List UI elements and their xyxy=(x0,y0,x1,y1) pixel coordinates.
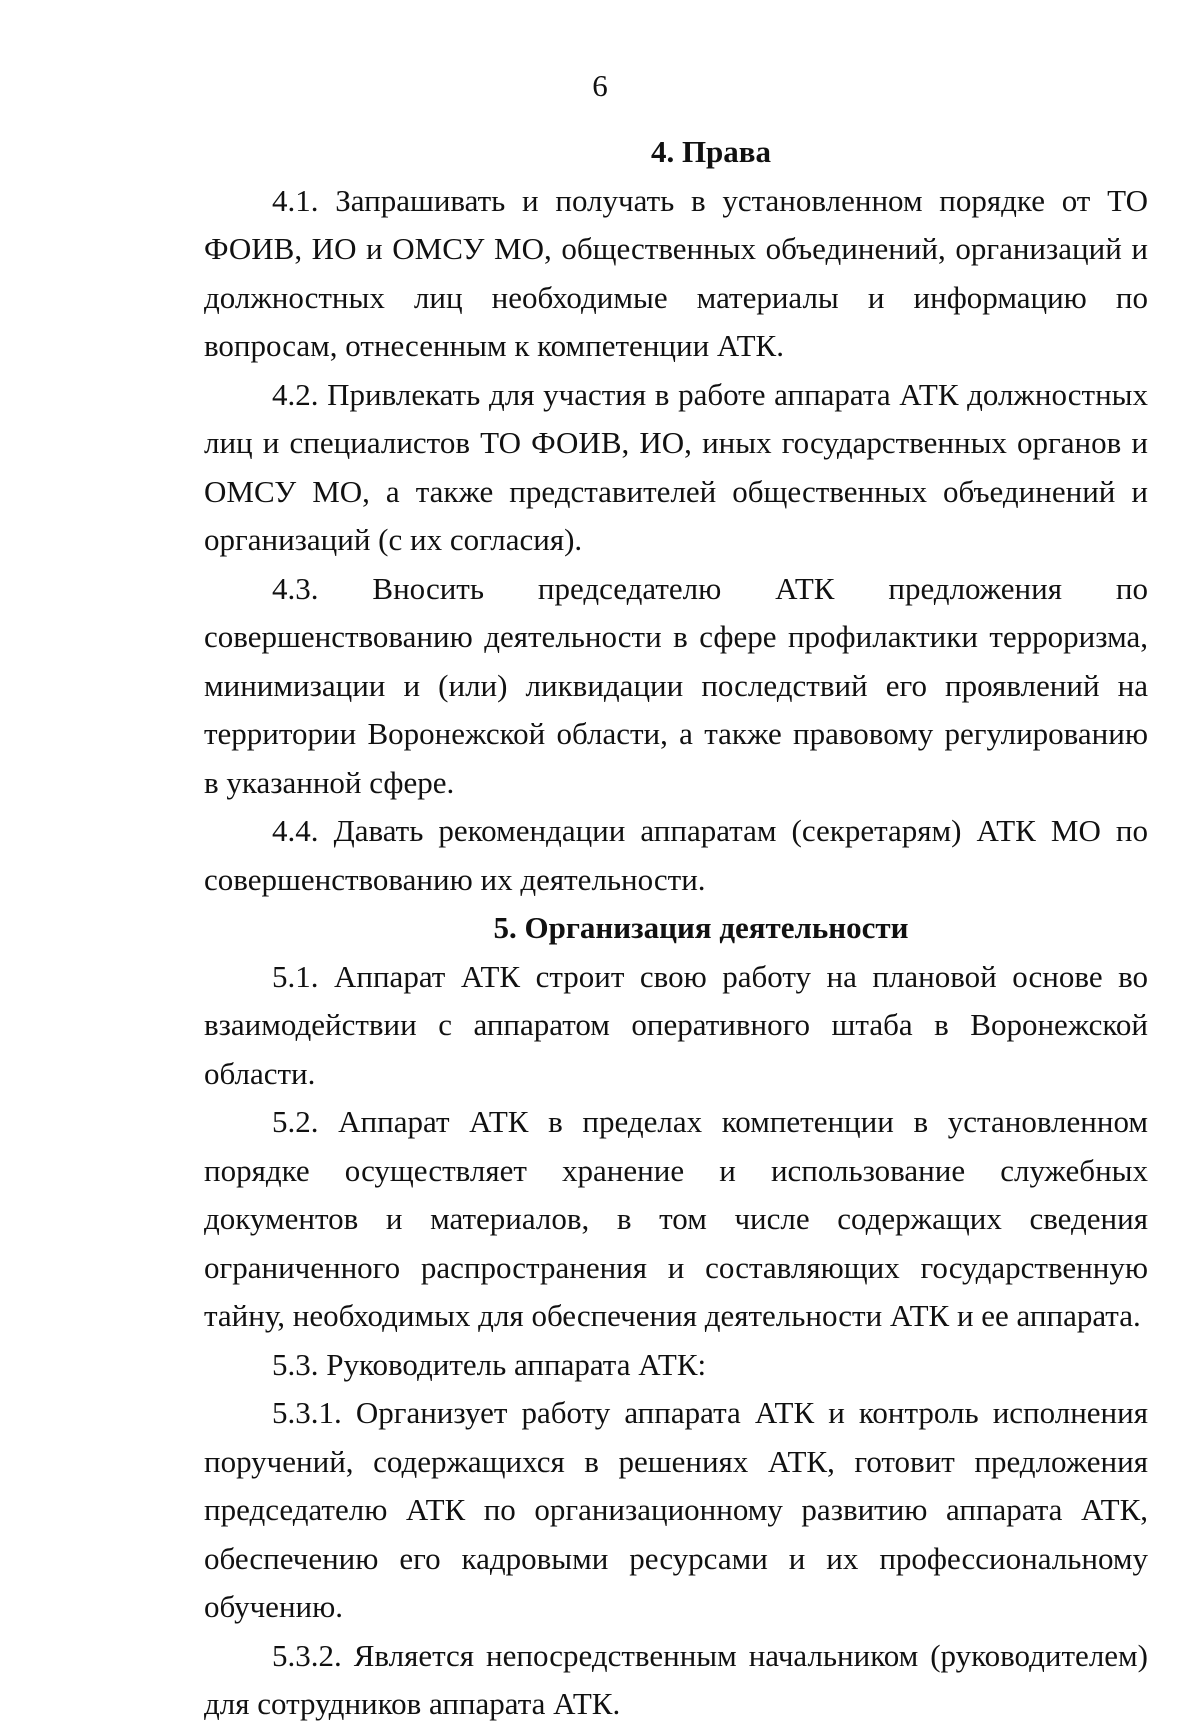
paragraph-4-2: 4.2. Привлекать для участия в работе аппарата АТК должностных лиц и специалистов ТО ФОИВ, ИО, иных государственных органов и ОМСУ МО, а также представителей общественных объединений и организаций (с их согласия). xyxy=(204,376,1148,557)
paragraph-5-3-1: 5.3.1. Организует работу аппарата АТК и контроль исполнения поручений, содержащихся в решениях АТК, готовит предложения председателю АТК по организационному развитию аппарата АТК, обеспечению его кадровыми ресурсами и их профессиональному обучению. xyxy=(204,1395,1148,1624)
paragraph-4-4: 4.4. Давать рекомендации аппаратам (секретарям) АТК МО по совершенствованию их деятельности. xyxy=(204,813,1148,897)
paragraph-4-1: 4.1. Запрашивать и получать в установленном порядке от ТО ФОИВ, ИО и ОМСУ МО, общественных объединений, организаций и должностных лиц необходимые материалы и информацию по вопросам, отнесенным к компетенции АТК. xyxy=(204,182,1148,363)
section-5-heading: 5. Организация деятельности xyxy=(493,910,909,945)
document-body xyxy=(204,128,1148,1729)
paragraph-5-2: 5.2. Аппарат АТК в пределах компетенции в установленном порядке осуществляет хранение и использование служебных документов и материалов, в том числе содержащих сведения ограниченного распространения и составляющих государственную тайну, необходимых для обеспечения деятельности АТК и ее аппарата. xyxy=(204,1104,1148,1333)
paragraph-5-1: 5.1. Аппарат АТК строит свою работу на плановой основе во взаимодействии с аппаратом оперативного штаба в Воронежской области. xyxy=(204,958,1148,1091)
paragraph-4-3: 4.3. Вносить председателю АТК предложения по совершенствованию деятельности в сфере профилактики терроризма, минимизации и (или) ликвидации последствий его проявлений на территории Воронежской области, а также правовому регулированию в указанной сфере. xyxy=(204,570,1148,800)
paragraph-5-3-2: 5.3.2. Является непосредственным начальником (руководителем) для сотрудников аппарата АТК. xyxy=(204,1637,1148,1721)
paragraph-5-3: 5.3. Руководитель аппарата АТК: xyxy=(272,1346,707,1382)
page-number: 6 xyxy=(592,68,608,103)
section-4-heading: 4. Права xyxy=(650,134,772,169)
